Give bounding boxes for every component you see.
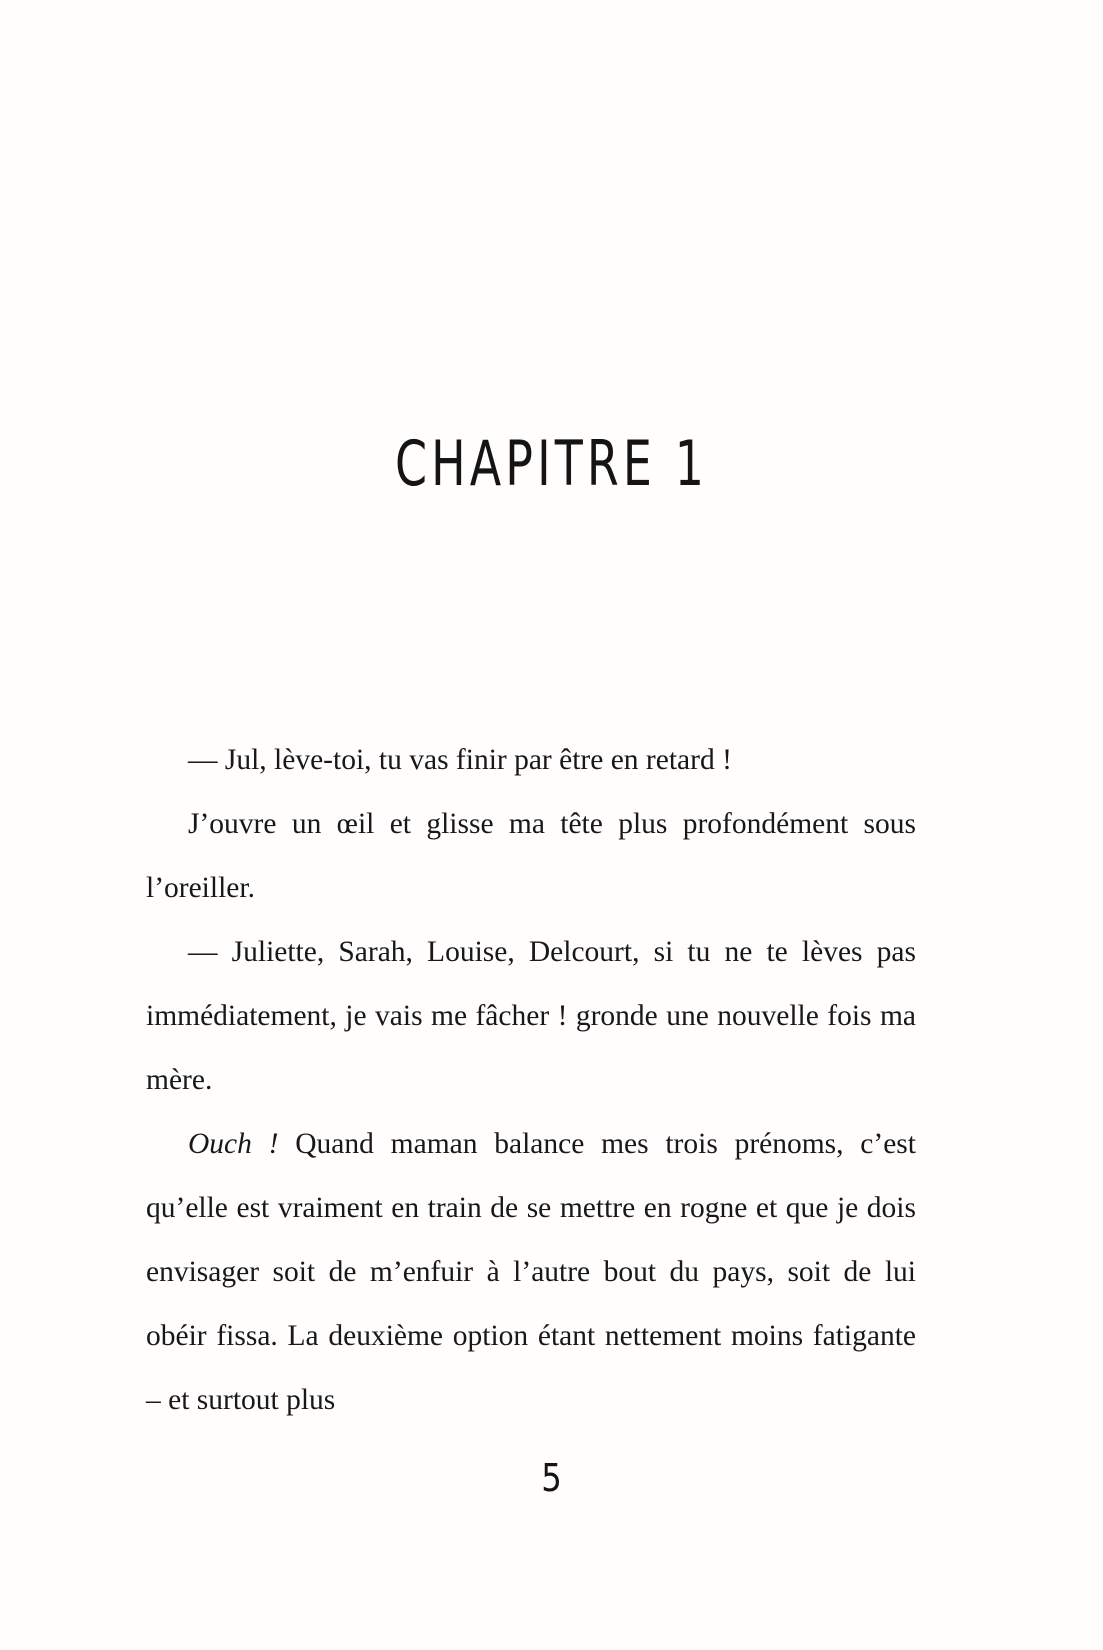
- page-number: 5: [541, 1456, 562, 1500]
- paragraph-2: J’ouvre un œil et glisse ma tête plus profondément sous l’oreiller.: [146, 808, 916, 904]
- chapter-heading: CHAPITRE 1: [394, 428, 709, 501]
- paragraph-1: — Jul, lève-toi, tu vas finir par être en retard !: [188, 744, 732, 776]
- paragraph-4-italic-lead: Ouch !: [188, 1128, 279, 1160]
- paragraph-4: [146, 1112, 916, 1432]
- body-text-block: [146, 728, 916, 1432]
- paragraph-3: — Juliette, Sarah, Louise, Delcourt, si tu ne te lèves pas immédiatement, je vais me fâcher ! gronde une nouvelle fois ma mère.: [146, 936, 916, 1096]
- paragraph-4-text: Quand maman balance mes trois prénoms, c’est qu’elle est vraiment en train de se mettre en rogne et que je dois envisager soit de m’enfuir à l’autre bout du pays, soit de lui obéir fissa. La deuxième option étant nettement moins fatigante – et surtout plus: [146, 1128, 916, 1416]
